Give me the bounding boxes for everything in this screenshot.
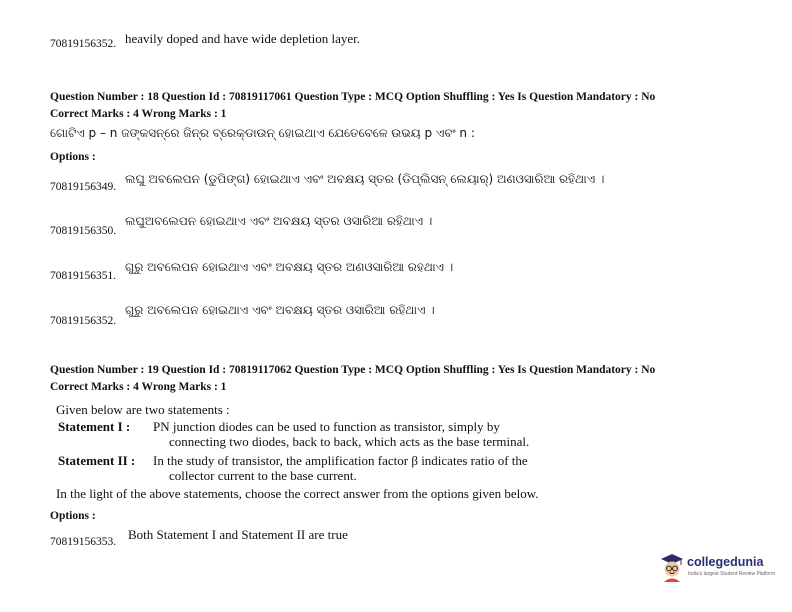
statement-1-line-1: PN junction diodes can be used to function as transistor, simply by	[153, 419, 500, 434]
statement-1-label: Statement I :	[58, 419, 131, 434]
brand-name: collegedunia	[687, 555, 764, 569]
graduate-mascot-icon	[660, 553, 684, 583]
q18-header: Question Number : 18 Question Id : 70819117061 Question Type : MCQ Option Shuffling : Yes Is Question Mandatory : No	[50, 91, 656, 103]
collegedunia-logo	[660, 553, 780, 587]
q19-instruction: In the light of the above statements, choose the correct answer from the options given below.	[56, 486, 539, 501]
q18-question: ଗୋଟିଏ p – n ଜଙ୍କସନ୍‌ରେ ଜିନ୍‌ର ବ୍ରେକ୍‌ଡାଉନ୍ ହୋଇଥାଏ ଯେତେବେଳେ ଉଭୟ p ଏବଂ n :	[50, 126, 475, 140]
q18-option-1-id: 70819156349.	[50, 181, 117, 193]
statement-2-label: Statement II :	[58, 453, 136, 468]
q18-option-4-text[interactable]: ଗୁରୁ ଅବଲେପନ ହୋଇଥାଏ ଏବଂ ଅବକ୍ଷୟ ସ୍ତର ଓସାରିଆ ରହିଥାଏ ।	[125, 303, 435, 317]
q19-marks: Correct Marks : 4 Wrong Marks : 1	[50, 381, 227, 393]
statement-1-line-2: connecting two diodes, back to back, which acts as the base terminal.	[169, 434, 530, 449]
q18-option-3-text[interactable]: ଗୁରୁ ଅବଲେପନ ହୋଇଥାଏ ଏବଂ ଅବକ୍ଷୟ ସ୍ତର ଅଣଓସାରିଆ ରହଥାଏ ।	[125, 260, 454, 274]
q19-option-1-id: 70819156353.	[50, 536, 117, 548]
prev-option-id: 70819156352.	[50, 38, 117, 50]
brand-tagline: India's largest Student Review Platform	[688, 571, 776, 577]
statement-2-line-2: collector current to the base current.	[169, 468, 357, 483]
q18-option-3-id: 70819156351.	[50, 270, 117, 282]
q19-options-label: Options :	[50, 510, 96, 522]
q18-option-2-text[interactable]: ଲଘୁଅବଲେପନ ହୋଇଥାଏ ଏବଂ ଅବକ୍ଷୟ ସ୍ତର ଓସାରିଆ ରହିଥାଏ ।	[125, 214, 433, 228]
q19-intro: Given below are two statements :	[56, 402, 230, 417]
q18-option-1-text[interactable]: ଲଘୁ ଅବଲେପନ (ଡୁପିଙ୍ଗ) ହୋଇଥାଏ ଏବଂ ଅବକ୍ଷୟ ସ୍ତର (ଡିପ୍ଲିସନ୍ ଲେୟାର୍) ଅଣଓସାରିଆ ରହିଥାଏ ।	[125, 172, 605, 186]
statement-2-line-1: In the study of transistor, the amplification factor β indicates ratio of the	[153, 453, 528, 468]
q18-marks: Correct Marks : 4 Wrong Marks : 1	[50, 108, 227, 120]
prev-option-text: heavily doped and have wide depletion layer.	[125, 31, 361, 46]
q18-option-4-id: 70819156352.	[50, 315, 117, 327]
q18-options-label: Options :	[50, 151, 96, 163]
q18-option-2-id: 70819156350.	[50, 225, 117, 237]
q19-option-1-text[interactable]: Both Statement I and Statement II are true	[128, 527, 348, 542]
q19-header: Question Number : 19 Question Id : 70819117062 Question Type : MCQ Option Shuffling : Yes Is Question Mandatory : No	[50, 364, 656, 376]
